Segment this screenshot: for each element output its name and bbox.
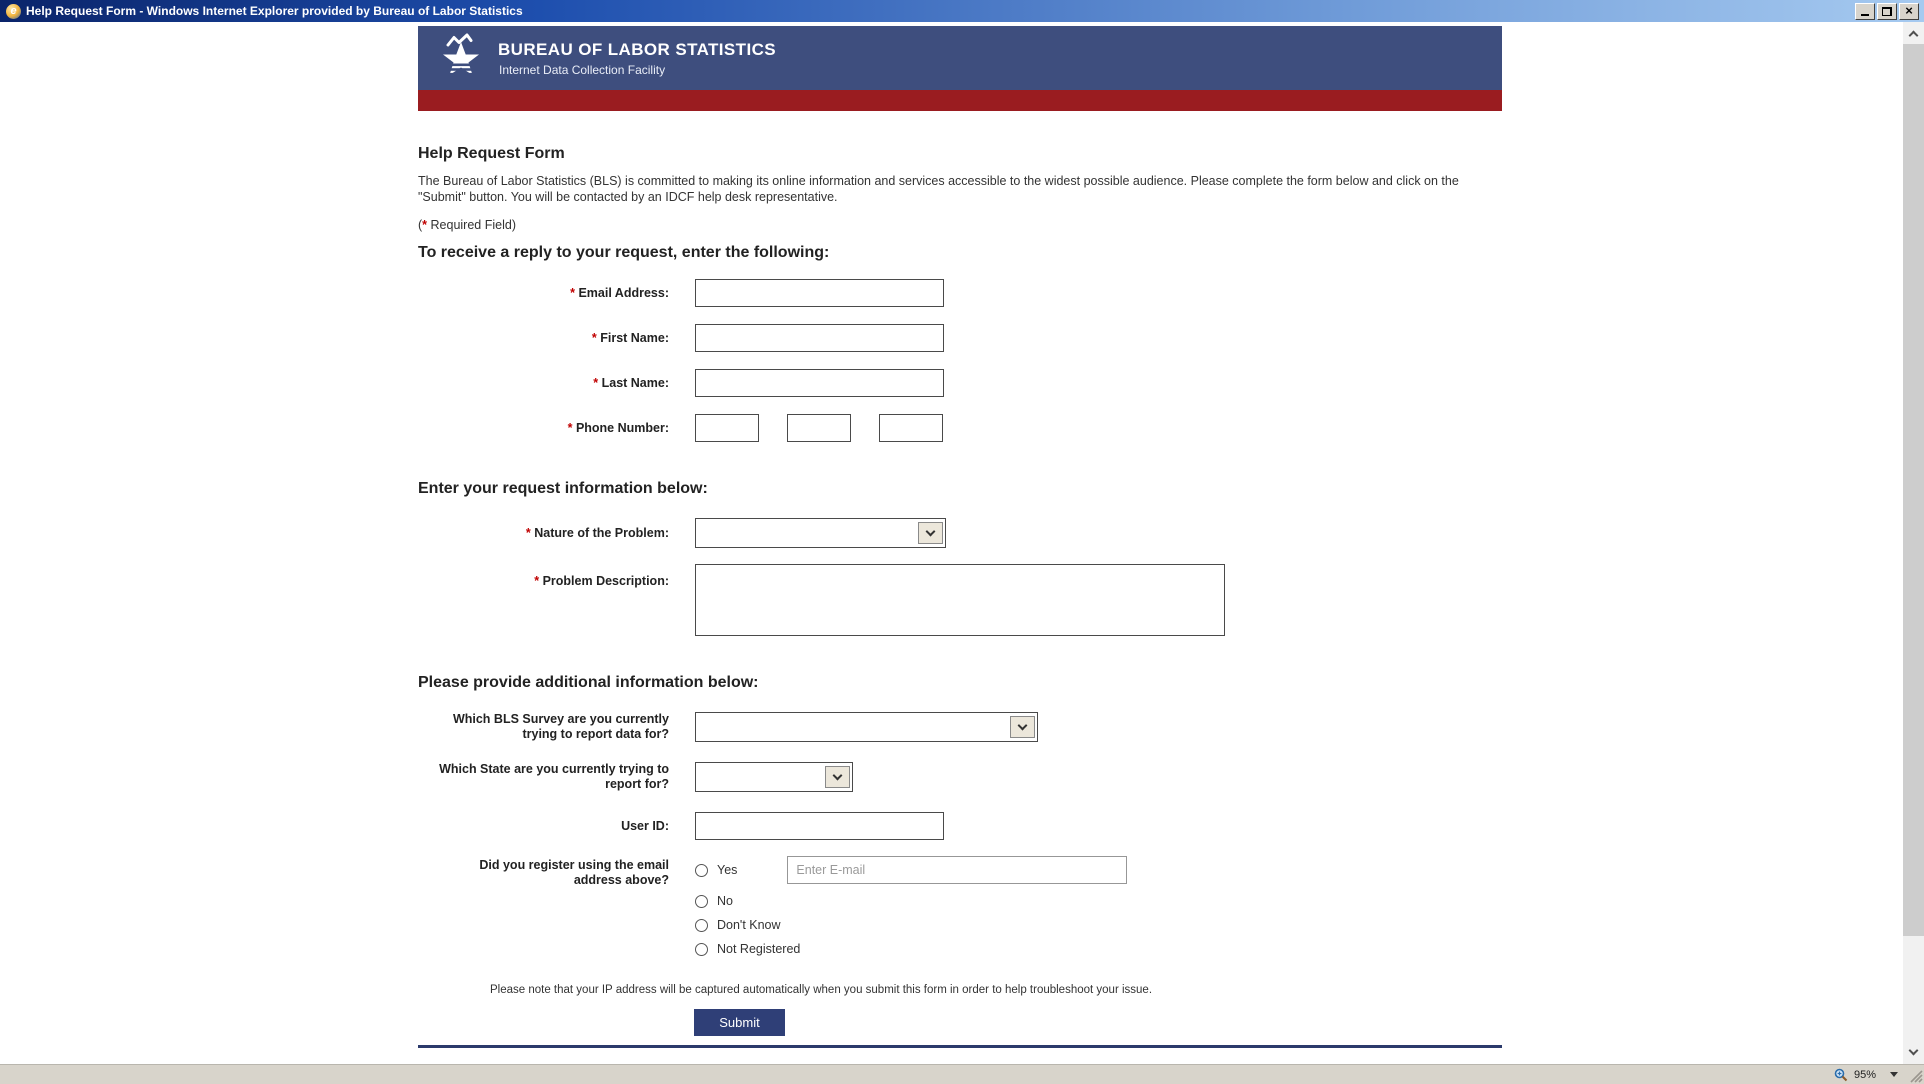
phone-line-input[interactable] [879, 414, 943, 442]
radio-label-not-registered: Not Registered [717, 942, 801, 956]
window-title: Help Request Form - Windows Internet Explorer provided by Bureau of Labor Statistics [26, 4, 523, 18]
user-id-row [418, 812, 1502, 840]
register-question-row [418, 856, 1502, 956]
scrollbar-up-button[interactable] [1903, 22, 1924, 44]
email-address-row [418, 279, 1502, 307]
first-name-label [418, 331, 669, 346]
problem-description-textarea[interactable] [695, 564, 1225, 636]
first-name-label-text: First Name: [600, 330, 669, 345]
footer-divider [418, 1045, 1502, 1048]
last-name-input[interactable] [695, 369, 944, 397]
scrollbar-thumb[interactable] [1903, 44, 1924, 936]
register-question-label [418, 856, 669, 888]
last-name-row [418, 369, 1502, 397]
phone-area-code-input[interactable] [695, 414, 759, 442]
vertical-scrollbar[interactable] [1903, 22, 1924, 1064]
bls-brand-subtitle: Internet Data Collection Facility [499, 62, 666, 77]
state-row [418, 762, 1502, 792]
register-email-input[interactable] [787, 856, 1127, 884]
minimize-icon [1861, 14, 1869, 16]
bls-star-logo-icon [436, 33, 486, 84]
phone-number-row [418, 414, 1502, 442]
state-select[interactable] [695, 762, 853, 792]
browser-viewport [0, 22, 1903, 1064]
ip-capture-note: Please note that your IP address will be captured automatically when you submit this form in order to help troubleshoot your issue. [489, 984, 1153, 996]
email-address-label [418, 286, 669, 301]
window-controls [1855, 3, 1921, 20]
radio-button-yes[interactable] [695, 864, 708, 877]
radio-label-no: No [717, 894, 733, 908]
zoom-level-text: 95% [1853, 1068, 1876, 1081]
restore-icon [1882, 7, 1892, 16]
chevron-down-icon [833, 770, 843, 780]
close-button[interactable] [1899, 3, 1919, 20]
bls-header-text [498, 40, 776, 77]
nature-of-problem-select[interactable] [695, 518, 946, 548]
intro-paragraph: The Bureau of Labor Statistics (BLS) is committed to making its online information and services accessible to the widest possible audience. Please complete the form below and click on the "Submit" button. You will be contacted by an IDCF help desk representative. [418, 174, 1459, 204]
radio-option-dont-know [695, 918, 1127, 932]
nature-of-problem-label [418, 526, 669, 541]
required-field-note [418, 218, 1502, 232]
user-id-input[interactable] [695, 812, 944, 840]
zoom-control[interactable] [1834, 1068, 1898, 1082]
required-note-prefix: ( [418, 218, 423, 232]
chevron-down-icon [926, 526, 936, 536]
page-title: Help Request Form [418, 145, 565, 162]
magnifier-zoom-icon [1834, 1068, 1848, 1082]
radio-button-no[interactable] [695, 895, 708, 908]
minimize-button[interactable] [1855, 3, 1875, 20]
restore-button[interactable] [1877, 3, 1897, 20]
bls-brand-title: BUREAU OF LABOR STATISTICS [498, 39, 776, 59]
first-name-input[interactable] [695, 324, 944, 352]
header-red-bar [418, 90, 1502, 111]
bls-header-banner [418, 26, 1502, 90]
problem-description-label-text: Problem Description: [542, 574, 669, 588]
required-asterisk: * [593, 375, 599, 390]
status-bar [0, 1064, 1924, 1084]
radio-option-no [695, 894, 1127, 908]
required-note-suffix: Required Field) [427, 218, 516, 232]
last-name-label-text: Last Name: [601, 375, 669, 390]
register-question-label-line1: Did you register using the email [479, 858, 669, 872]
phone-number-label [418, 421, 669, 436]
section-heading-contact: To receive a reply to your request, enter the following: [418, 244, 830, 261]
radio-label-dont-know: Don't Know [717, 918, 781, 932]
problem-description-label [418, 564, 669, 589]
section-heading-request: Enter your request information below: [418, 480, 708, 497]
email-address-input[interactable] [695, 279, 944, 307]
radio-label-yes: Yes [717, 863, 738, 877]
required-asterisk: * [567, 420, 573, 435]
nature-of-problem-row [418, 518, 1502, 548]
bls-survey-select[interactable] [695, 712, 1038, 742]
submit-button[interactable]: Submit [694, 1009, 785, 1036]
nature-of-problem-label-text: Nature of the Problem: [534, 525, 669, 540]
bls-survey-label-line1: Which BLS Survey are you currently [452, 712, 669, 726]
page-content [418, 26, 1502, 1048]
window-resize-grip[interactable] [1908, 1068, 1923, 1083]
radio-option-yes [695, 856, 1127, 884]
chevron-down-icon [1018, 720, 1028, 730]
close-icon: × [1905, 3, 1913, 18]
radio-option-not-registered [695, 942, 1127, 956]
bls-survey-label [418, 712, 669, 742]
bls-survey-row [418, 712, 1502, 742]
radio-button-not-registered[interactable] [695, 943, 708, 956]
user-id-label: User ID: [621, 818, 669, 833]
internet-explorer-icon: e [6, 4, 21, 19]
radio-button-dont-know[interactable] [695, 919, 708, 932]
first-name-row [418, 324, 1502, 352]
bls-survey-label-line2: trying to report data for? [522, 727, 669, 741]
required-asterisk: * [525, 525, 531, 540]
phone-prefix-input[interactable] [787, 414, 851, 442]
email-address-label-text: Email Address: [578, 285, 669, 300]
dropdown-button[interactable] [825, 766, 850, 788]
dropdown-button[interactable] [918, 522, 943, 544]
problem-description-row [418, 564, 1502, 636]
required-asterisk: * [591, 330, 597, 345]
last-name-label [418, 376, 669, 391]
phone-number-label-text: Phone Number: [575, 420, 669, 435]
dropdown-button[interactable] [1010, 716, 1035, 738]
window-title-bar [0, 0, 1924, 22]
chevron-down-icon [1909, 1046, 1919, 1056]
required-asterisk: * [570, 285, 575, 300]
state-label-line1: Which State are you currently trying to [439, 762, 669, 776]
state-label-line2: report for? [605, 777, 669, 791]
register-question-label-line2: address above? [573, 873, 669, 887]
section-heading-additional: Please provide additional information below: [418, 674, 759, 691]
required-asterisk: * [422, 218, 428, 232]
state-label [418, 762, 669, 792]
zoom-dropdown-caret-icon [1890, 1072, 1898, 1077]
chevron-up-icon [1909, 30, 1919, 40]
required-asterisk: * [534, 574, 540, 588]
scrollbar-down-button[interactable] [1903, 1047, 1924, 1056]
register-radio-group [695, 856, 1127, 956]
